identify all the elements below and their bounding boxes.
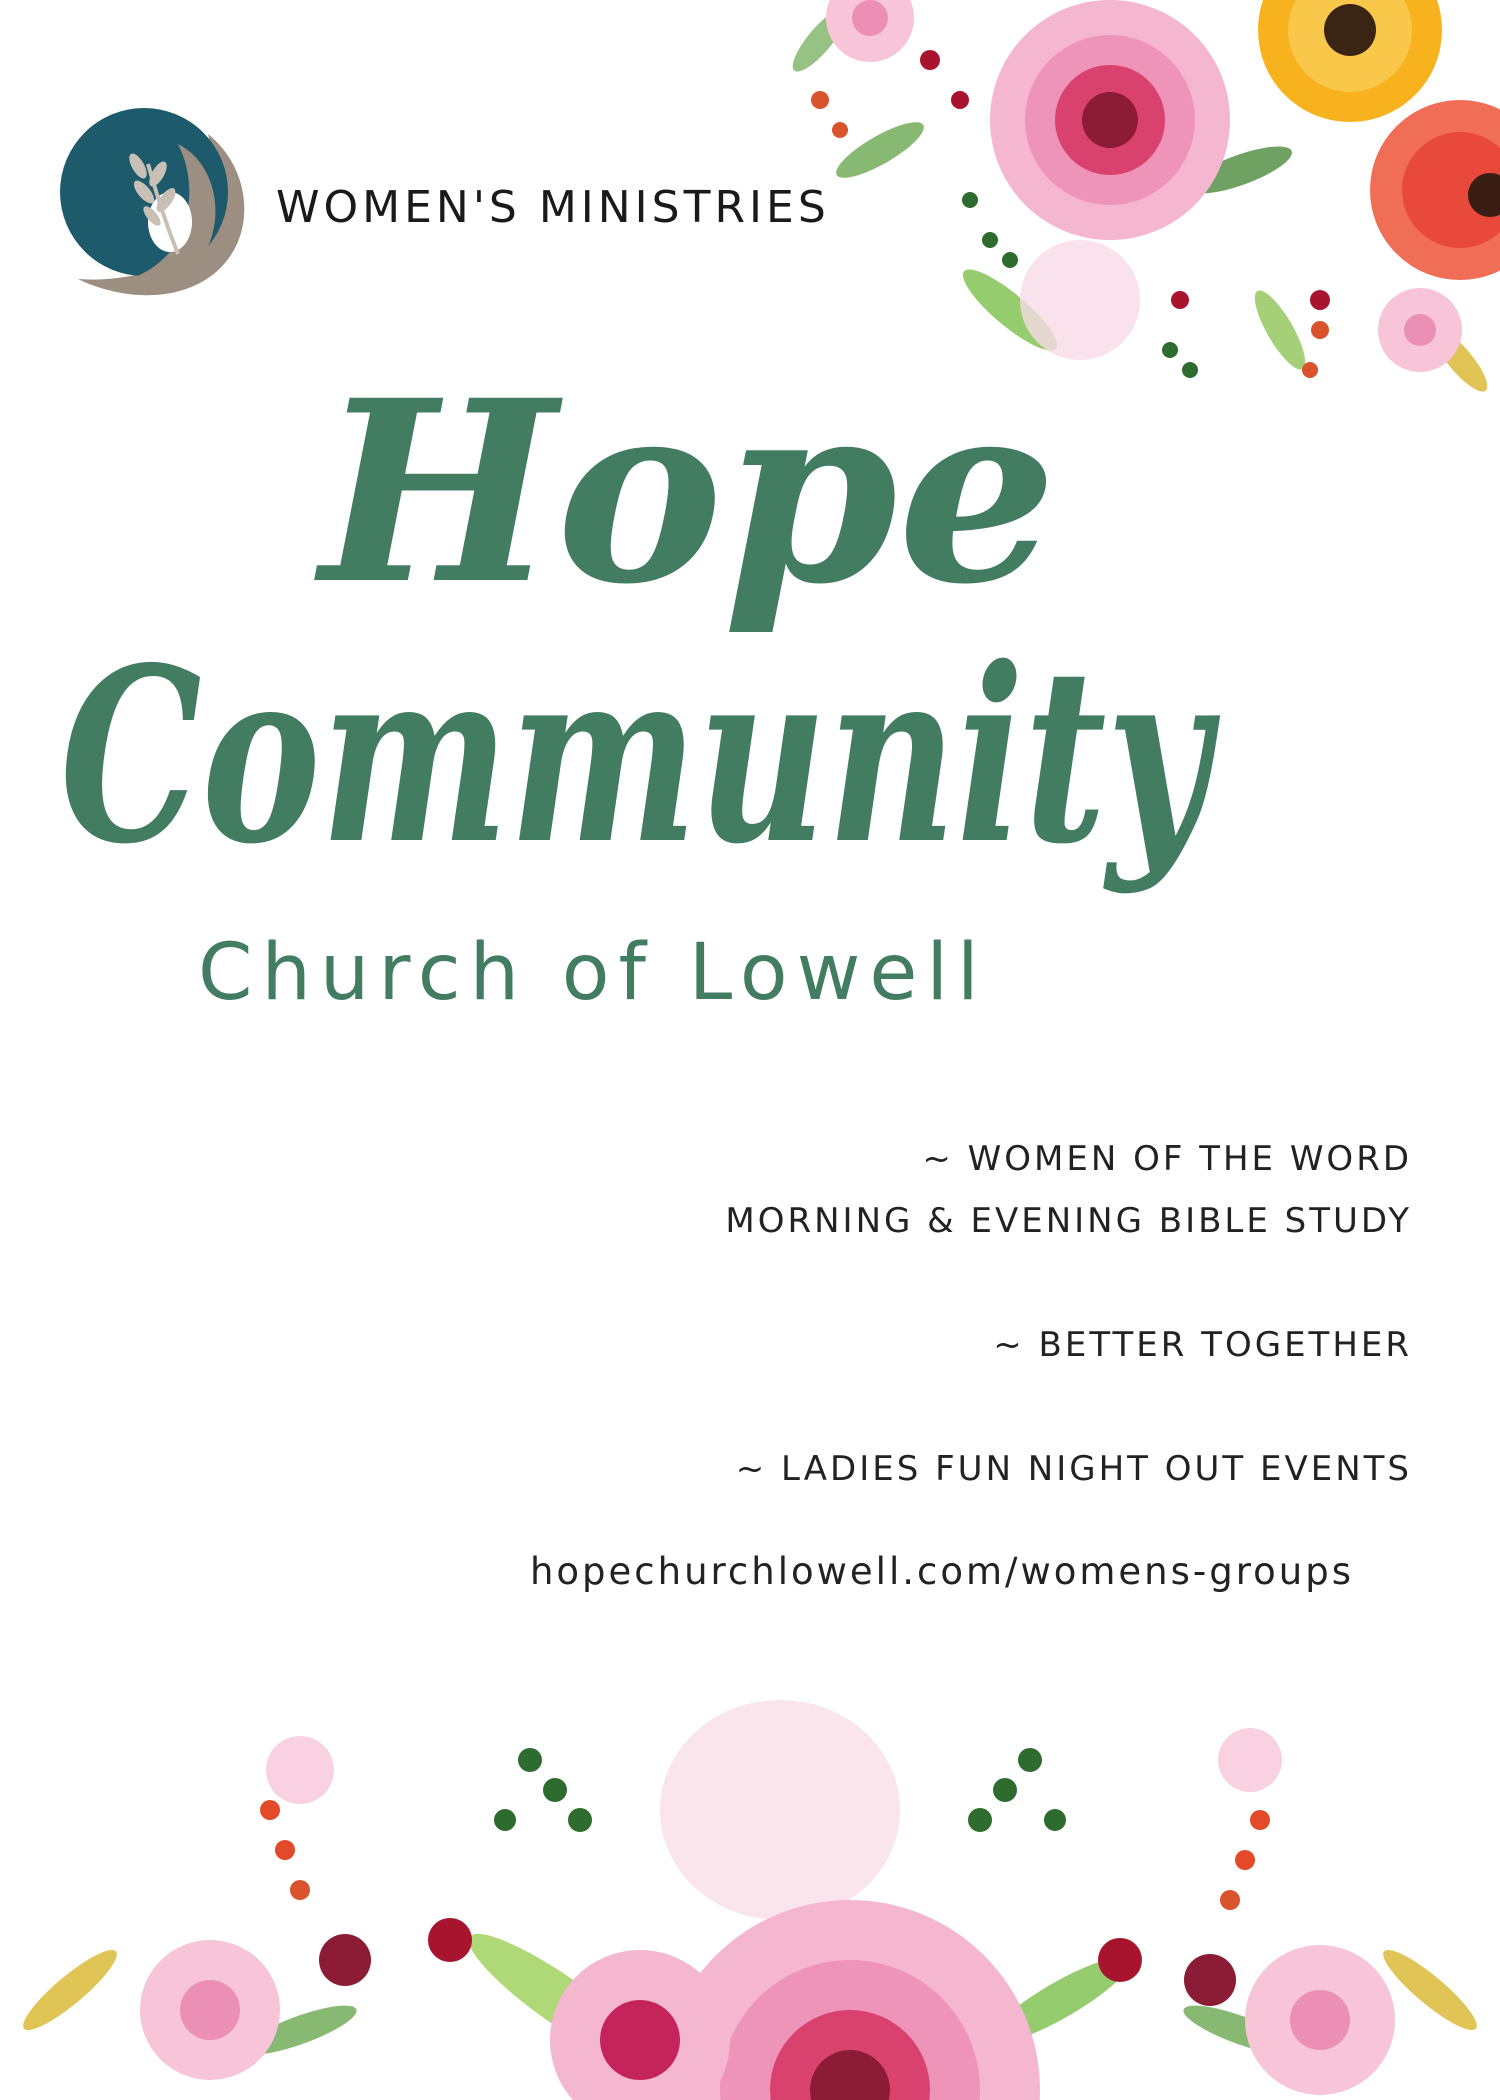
program-fun-night: ~ LADIES FUN NIGHT OUT EVENTS [735, 1449, 1412, 1489]
floral-border-icon [0, 1690, 1500, 2100]
title-line-community: Community [60, 615, 1221, 897]
program-bible-study: MORNING & EVENING BIBLE STUDY [725, 1201, 1412, 1241]
website-link[interactable]: hopechurchlowell.com/womens-groups [529, 1550, 1354, 1593]
subtitle-church: Church of Lowell [198, 928, 988, 1018]
floral-corner-icon [760, 0, 1500, 450]
program-list [725, 1128, 1412, 1500]
program-better-together: ~ BETTER TOGETHER [993, 1325, 1412, 1365]
ministry-label: WOMEN'S MINISTRIES [276, 182, 830, 233]
program-women-of-the-word: ~ WOMEN OF THE WORD [922, 1139, 1412, 1179]
title-line-hope: Hope [320, 345, 1057, 639]
dove-branch-logo-icon [58, 104, 252, 294]
